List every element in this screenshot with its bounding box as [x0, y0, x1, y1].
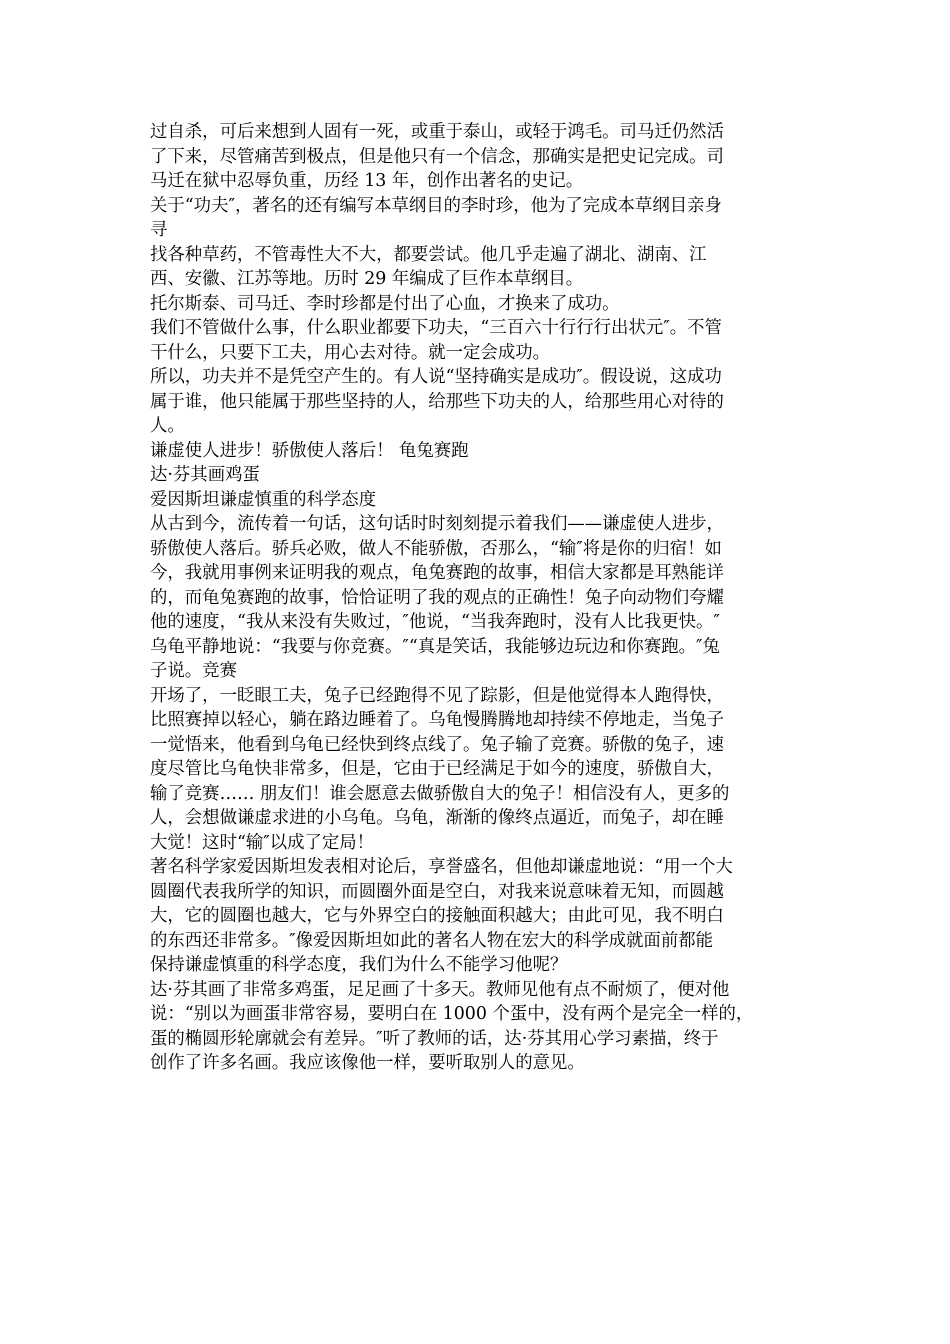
- text-line: 开场了，一眨眼工夫，兔子已经跑得不见了踪影，但是他觉得本人跑得快，: [150, 685, 724, 706]
- text-line: 的，而龟兔赛跑的故事，恰恰证明了我的观点的正确性！兔子向动物们夸耀: [150, 587, 724, 608]
- text-line: 大觉！这时“输″以成了定局！: [150, 832, 375, 853]
- text-line: 乌龟平静地说：“我要与你竞赛。″“真是笑话，我能够边玩边和你赛跑。″兔: [150, 636, 720, 657]
- heading-line: 谦虚使人进步！骄傲使人落后！ 龟兔赛跑: [150, 440, 469, 461]
- text-line: 过自杀，可后来想到人固有一死，或重于泰山，或轻于鸿毛。司马迁仍然活: [150, 122, 724, 142]
- heading-line: 爱因斯坦谦虚慎重的科学态度: [150, 489, 377, 510]
- text-line: 所以，功夫并不是凭空产生的。有人说“坚持确实是成功″。假设说，这成功: [150, 367, 722, 387]
- text-line: 属于谁，他只能属于那些坚持的人，给那些下功夫的人，给那些用心对待的: [150, 391, 724, 412]
- text-line: 创作了许多名画。我应该像他一样，要听取别人的意见。: [150, 1053, 585, 1073]
- text-line: 大，它的圆圈也越大，它与外界空白的接触面积越大；由此可见，我不明白: [150, 906, 724, 926]
- heading-line: 达·芬其画鸡蛋: [150, 465, 260, 485]
- text-line: 西、安徽、江苏等地。历时 29 年编成了巨作本草纲目。: [150, 269, 584, 289]
- text-line: 人。: [150, 416, 185, 436]
- text-line: 关于“功夫″，著名的还有编写本草纲目的李时珍，他为了完成本草纲目亲身: [150, 195, 722, 216]
- text-line: 人，会想做谦虚求进的小乌龟。乌龟，渐渐的像终点逼近，而兔子，却在睡: [150, 808, 724, 828]
- text-line: 著名科学家爱因斯坦发表相对论后，享誉盛名，但他却谦虚地说：“用一个大: [150, 857, 733, 877]
- text-line: 子说。竞赛: [150, 661, 237, 681]
- text-line: 蛋的椭圆形轮廓就会有差异。″听了教师的话，达·芬其用心学习素描，终于: [150, 1028, 719, 1049]
- text-line: 输了竞赛…… 朋友们！谁会愿意去做骄傲自大的兔子！相信没有人，更多的: [150, 783, 730, 804]
- text-line: 从古到今，流传着一句话，这句话时时刻刻提示着我们——谦虚使人进步，: [150, 514, 724, 534]
- text-line: 比照赛掉以轻心，躺在路边睡着了。乌龟慢腾腾地却持续不停地走，当兔子: [150, 710, 724, 730]
- text-line: 了下来，尽管痛苦到极点，但是他只有一个信念，那确实是把史记完成。司: [150, 146, 724, 167]
- text-line: 托尔斯泰、司马迁、李时珍都是付出了心血，才换来了成功。: [150, 293, 620, 314]
- text-line: 度尽管比乌龟快非常多，但是，它由于已经满足于如今的速度，骄傲自大，: [150, 759, 724, 779]
- text-line: 马迁在狱中忍辱负重，历经 13 年，创作出著名的史记。: [150, 171, 584, 191]
- text-line: 保持谦虚慎重的科学态度，我们为什么不能学习他呢？: [150, 955, 568, 975]
- text-line: 干什么，只要下工夫，用心去对待。就一定会成功。: [150, 342, 550, 363]
- text-line: 今，我就用事例来证明我的观点，龟兔赛跑的故事，相信大家都是耳熟能详: [150, 563, 724, 583]
- text-line: 寻: [150, 220, 168, 240]
- text-line: 说：“别以为画蛋非常容易，要明白在 1000 个蛋中，没有两个是完全一样的，: [150, 1004, 754, 1024]
- text-line: 圆圈代表我所学的知识，而圆圈外面是空白，对我来说意味着无知，而圆越: [150, 881, 724, 902]
- text-line: 一觉悟来，他看到乌龟已经快到终点线了。兔子输了竞赛。骄傲的兔子，速: [150, 734, 724, 755]
- text-line: 他的速度，“我从来没有失败过，″他说，“当我奔跑时，没有人比我更快。″: [150, 612, 720, 632]
- text-line: 骄傲使人落后。骄兵必败，做人不能骄傲，否那么，“输″将是你的归宿！如: [150, 538, 722, 559]
- text-line: 的东西还非常多。″像爱因斯坦如此的著名人物在宏大的科学成就面前都能: [150, 930, 713, 951]
- document-body: [150, 120, 810, 1076]
- text-line: 找各种草药，不管毒性大不大，都要尝试。他几乎走遍了湖北、湖南、江: [150, 244, 707, 265]
- text-line: 我们不管做什么事，什么职业都要下功夫，“三百六十行行行出状元″。不管: [150, 318, 722, 338]
- text-line: 达·芬其画了非常多鸡蛋，足足画了十多天。教师见他有点不耐烦了，便对他: [150, 979, 730, 1000]
